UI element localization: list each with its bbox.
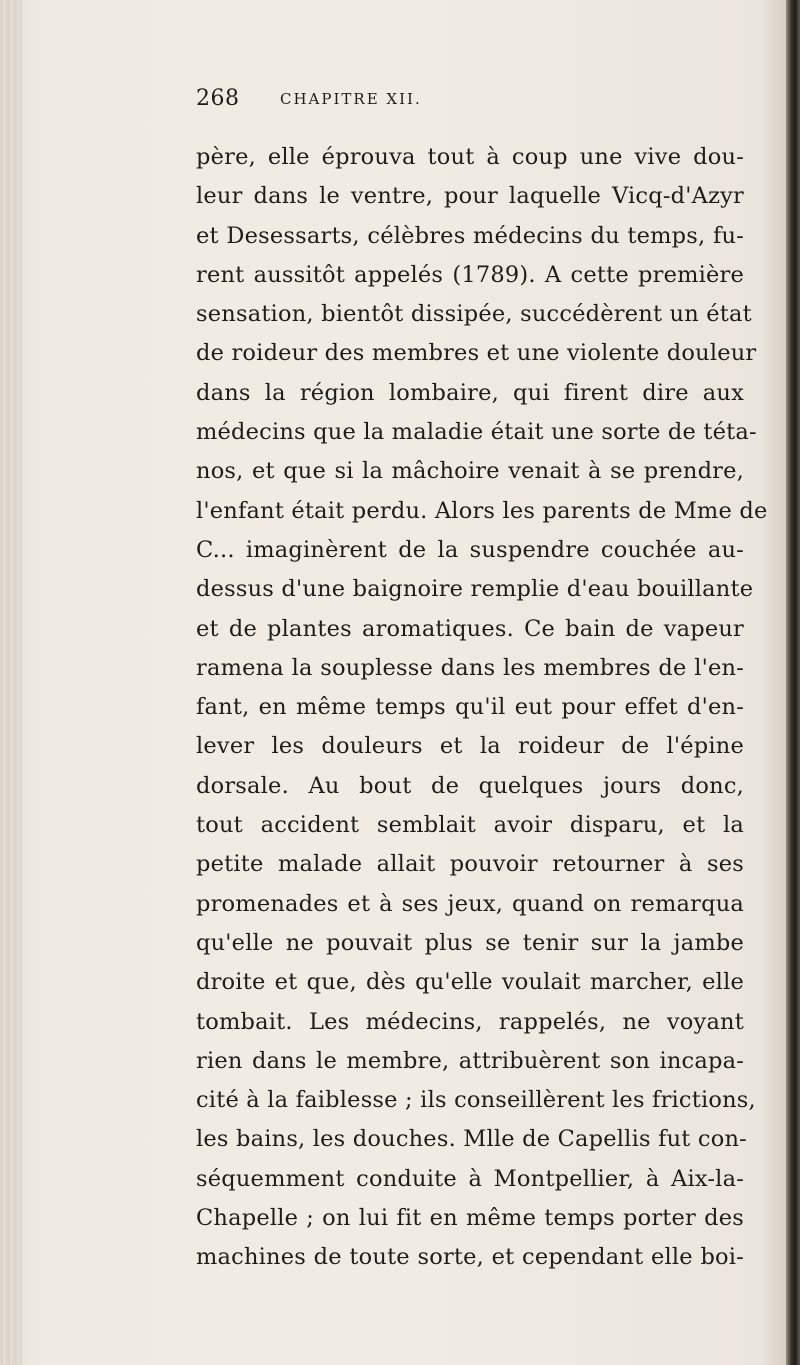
text-line: qu'elle ne pouvait plus se tenir sur la jambe [196, 929, 744, 956]
text-line: C... imaginèrent de la suspendre couchée au- [196, 536, 744, 563]
body-text [196, 138, 768, 1278]
page-header [196, 86, 756, 120]
text-line: les bains, les douches. Mlle de Capellis fut con- [196, 1126, 747, 1153]
text-line: cité à la faiblesse ; ils conseillèrent les frictions, [196, 1087, 756, 1114]
page-number: 268 [196, 86, 240, 111]
text-line: médecins que la maladie était une sorte de téta- [196, 419, 757, 446]
text-line: rien dans le membre, attribuèrent son incapa- [196, 1047, 744, 1074]
text-line: lever les douleurs et la roideur de l'épine [196, 733, 744, 760]
text-line: et Desessarts, célèbres médecins du temps, fu- [196, 222, 744, 249]
text-line: ramena la souplesse dans les membres de l'en- [196, 654, 744, 681]
text-line: promenades et à ses jeux, quand on remarqua [196, 890, 744, 917]
text-line: dorsale. Au bout de quelques jours donc, [196, 772, 744, 799]
text-line: fant, en même temps qu'il eut pour effet d'en- [196, 694, 744, 721]
text-line: sensation, bientôt dissipée, succédèrent un état [196, 301, 752, 328]
text-line: Chapelle ; on lui fit en même temps porter des [196, 1205, 744, 1232]
page-right-edge [786, 0, 800, 1365]
text-line: dessus d'une baignoire remplie d'eau bouillante [196, 576, 754, 603]
running-head: CHAPITRE XII. [280, 90, 422, 108]
text-line: rent aussitôt appelés (1789). A cette première [196, 261, 744, 288]
text-line: leur dans le ventre, pour laquelle Vicq-d'Azyr [196, 183, 744, 210]
text-line: droite et que, dès qu'elle voulait marcher, elle [196, 969, 744, 996]
text-line: nos, et que si la mâchoire venait à se prendre, [196, 458, 744, 485]
text-line: l'enfant était perdu. Alors les parents de Mme de [196, 497, 768, 524]
text-line: tout accident semblait avoir disparu, et la [196, 812, 744, 839]
text-line: tombait. Les médecins, rappelés, ne voyant [196, 1008, 744, 1035]
text-line: petite malade allait pouvoir retourner à ses [196, 851, 744, 878]
text-line: dans la région lombaire, qui firent dire aux [196, 379, 744, 406]
text-line: de roideur des membres et une violente douleur [196, 340, 757, 367]
text-line: et de plantes aromatiques. Ce bain de vapeur [196, 615, 744, 642]
text-line: père, elle éprouva tout à coup une vive dou- [196, 144, 744, 170]
page-binding-edge [0, 0, 22, 1365]
text-line: séquemment conduite à Montpellier, à Aix-la- [196, 1165, 744, 1192]
text-line: machines de toute sorte, et cependant elle boi- [196, 1244, 744, 1271]
